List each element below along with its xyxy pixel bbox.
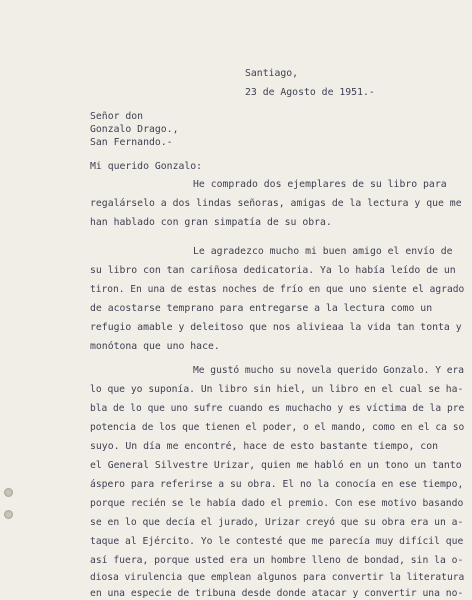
body-line: potencia de los que tienen el poder, o el mando, como en el ca so xyxy=(90,422,465,433)
body-line: se en lo que decía el jurado, Urizar creyó que su obra era un a- xyxy=(90,517,464,528)
letter-place: Santiago, xyxy=(245,68,299,79)
body-line: su libro con tan cariñosa dedicatoria. Ya lo había leído de un xyxy=(90,265,456,276)
letter-date: 23 de Agosto de 1951.- xyxy=(245,87,375,98)
body-line: porque recién se le había dado el premio. Con ese motivo basando xyxy=(90,498,464,509)
recipient-line: San Fernando.- xyxy=(90,137,173,148)
body-line: tiron. En una de estas noches de frío en que uno siente el agrado xyxy=(90,284,465,295)
body-line: Me gustó mucho su novela querido Gonzalo. Y era xyxy=(193,365,465,376)
body-line: regalárselo a dos lindas señoras, amigas de la lectura y que me xyxy=(90,198,462,209)
body-line: bla de lo que uno sufre cuando es muchacho y es víctima de la pre xyxy=(90,403,465,414)
body-line: en una especie de tribuna desde donde atacar y convertir una no- xyxy=(90,588,464,599)
body-line: taque al Ejército. Yo le contesté que me parecía muy difícil que xyxy=(90,536,464,547)
body-line: áspero para referirse a su obra. El no la conocía en ese tiempo, xyxy=(90,479,464,490)
body-line: así fuera, porque usted era un hombre lleno de bondad, sin la o- xyxy=(90,555,464,566)
body-line: el General Silvestre Urizar, quien me habló en un tono un tanto xyxy=(90,460,462,471)
body-line: refugio amable y deleitoso que nos alivieaa la vida tan tonta y xyxy=(90,322,462,333)
body-line: de acostarse temprano para entregarse a la lectura como un xyxy=(90,303,433,314)
body-line: monótona que uno hace. xyxy=(90,341,220,352)
body-line: han hablado con gran simpatía de su obra. xyxy=(90,217,332,228)
body-line: diosa virulencia que emplean algunos para convertir la literatura xyxy=(90,572,465,583)
salutation: Mi querido Gonzalo: xyxy=(90,161,203,172)
recipient-line: Gonzalo Drago., xyxy=(90,124,179,135)
body-line: suyo. Un día me encontré, hace de esto bastante tiempo, con xyxy=(90,441,438,452)
recipient-line: Señor don xyxy=(90,111,144,122)
body-line: lo que yo suponía. Un libro sin hiel, un libro en el cual se ha- xyxy=(90,384,464,395)
body-line: Le agradezco mucho mi buen amigo el envío de xyxy=(193,246,453,257)
body-line: He comprado dos ejemplares de su libro para xyxy=(193,179,447,190)
